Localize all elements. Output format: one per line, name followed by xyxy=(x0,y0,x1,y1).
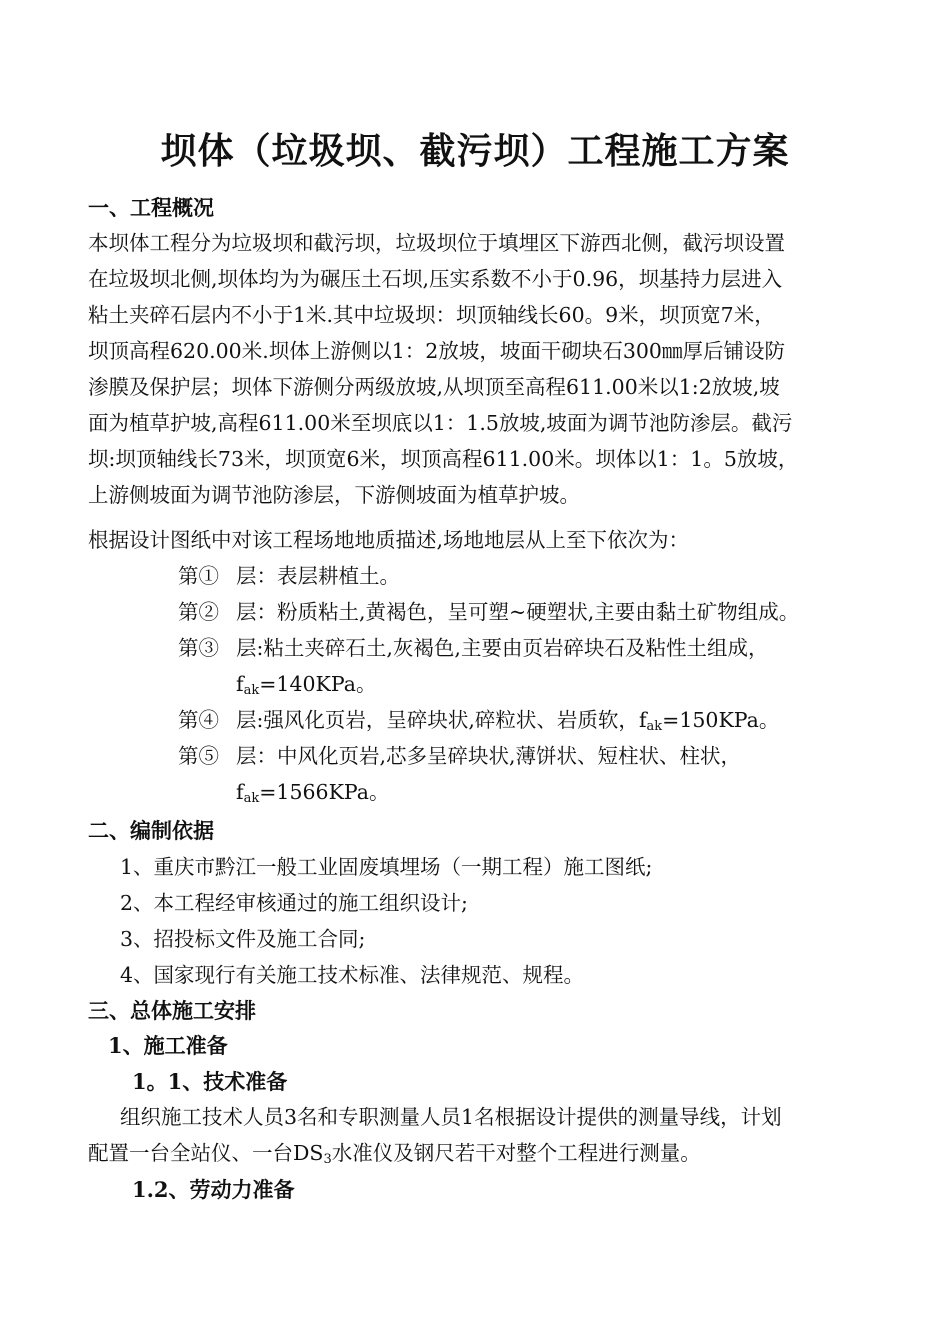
page-title: 坝体（垃圾坝、截污坝）工程施工方案 xyxy=(160,130,790,172)
subheading-preparation: 1、施工准备 xyxy=(108,1033,228,1058)
technical-prep-text-b: 水准仪及钢尺若干对整个工程进行测量。 xyxy=(331,1141,701,1165)
stratum-layer-1 xyxy=(178,561,400,591)
layer-label: 第① xyxy=(178,564,219,588)
stratum-layer-3-bearing xyxy=(236,669,376,706)
basis-item-3: 3、招投标文件及施工合同; xyxy=(120,927,366,951)
fak-subscript: ak xyxy=(243,791,260,806)
layer-label: 第③ xyxy=(178,636,219,660)
basis-item-2: 2、本工程经审核通过的施工组织设计; xyxy=(120,891,468,915)
technical-prep-line-2 xyxy=(88,1138,701,1175)
section-heading-basis: 二、编制依据 xyxy=(88,818,214,843)
fak-symbol: f xyxy=(638,708,647,732)
stratum-layer-5-bearing xyxy=(236,777,390,814)
overview-line-8: 上游侧坡面为调节池防渗层，下游侧坡面为植草护坡。 xyxy=(88,483,580,507)
basis-item-4: 4、国家现行有关施工技术标准、法律规范、规程。 xyxy=(120,963,585,987)
subheading-labor-prep: 1.2、劳动力准备 xyxy=(132,1177,295,1202)
fak-subscript: ak xyxy=(243,683,260,698)
overview-line-1: 本坝体工程分为垃圾坝和截污坝，垃圾坝位于填埋区下游西北侧，截污坝设置 xyxy=(88,231,785,255)
fak-value: =1566KPa。 xyxy=(259,780,390,804)
overview-line-2: 在垃圾坝北侧,坝体均为为碾压土石坝,压实系数不小于0.96，坝基持力层进入 xyxy=(88,267,783,291)
overview-line-7: 坝:坝顶轴线长73米，坝顶宽6米，坝顶高程611.00米。坝体以1：1。5放坡， xyxy=(88,447,799,471)
overview-line-3: 粘土夹碎石层内不小于1米.其中垃圾坝：坝顶轴线长60。9米，坝顶宽7米， xyxy=(88,303,775,327)
stratum-intro: 根据设计图纸中对该工程场地地质描述,场地地层从上至下依次为： xyxy=(88,528,690,552)
overview-line-4: 坝顶高程620.00米.坝体上游侧以1：2放坡，坡面干砌块石300㎜厚后铺设防 xyxy=(88,339,785,363)
layer-text: 层:粘土夹碎石土,灰褐色,主要由页岩碎块石及粘性土组成， xyxy=(236,636,769,660)
layer-text: 层：表层耕植土。 xyxy=(236,564,400,588)
stratum-layer-2 xyxy=(178,597,799,627)
fak-value: =140KPa。 xyxy=(259,672,377,696)
section-heading-overview: 一、工程概况 xyxy=(88,195,214,220)
layer-text: 层：中风化页岩,芯多呈碎块状,薄饼状、短柱状、柱状， xyxy=(236,744,742,768)
layer-label: 第⑤ xyxy=(178,744,219,768)
layer-label: 第② xyxy=(178,600,219,624)
technical-prep-line-1: 组织施工技术人员3名和专职测量人员1名根据设计提供的测量导线，计划 xyxy=(120,1105,782,1129)
subheading-technical-prep: 1。1、技术准备 xyxy=(132,1069,288,1094)
layer-label: 第④ xyxy=(178,708,219,732)
layer-text: 层：粉质粘土,黄褐色，呈可塑~硬塑状,主要由黏土矿物组成。 xyxy=(236,600,800,624)
fak-symbol: f xyxy=(236,780,244,804)
technical-prep-text-a: 配置一台全站仪、一台DS xyxy=(88,1141,324,1165)
stratum-layer-4 xyxy=(178,705,779,742)
layer-text: 层:强风化页岩，呈碎块状,碎粒状、岩质软， xyxy=(236,708,639,732)
stratum-layer-3 xyxy=(178,633,768,663)
stratum-layer-5 xyxy=(178,741,741,771)
fak-subscript: ak xyxy=(646,719,663,734)
section-heading-arrangement: 三、总体施工安排 xyxy=(88,998,256,1023)
basis-item-1: 1、重庆市黔江一般工业固废填埋场（一期工程）施工图纸; xyxy=(120,855,653,879)
overview-line-5: 渗膜及保护层；坝体下游侧分两级放坡,从坝顶至高程611.00米以1:2放坡,坡 xyxy=(88,375,780,399)
fak-symbol: f xyxy=(236,672,244,696)
ds-subscript: 3 xyxy=(323,1152,332,1167)
overview-line-6: 面为植草护坡,高程611.00米至坝底以1：1.5放坡,坡面为调节池防渗层。截污 xyxy=(88,411,793,435)
fak-value: =150KPa。 xyxy=(662,708,780,732)
